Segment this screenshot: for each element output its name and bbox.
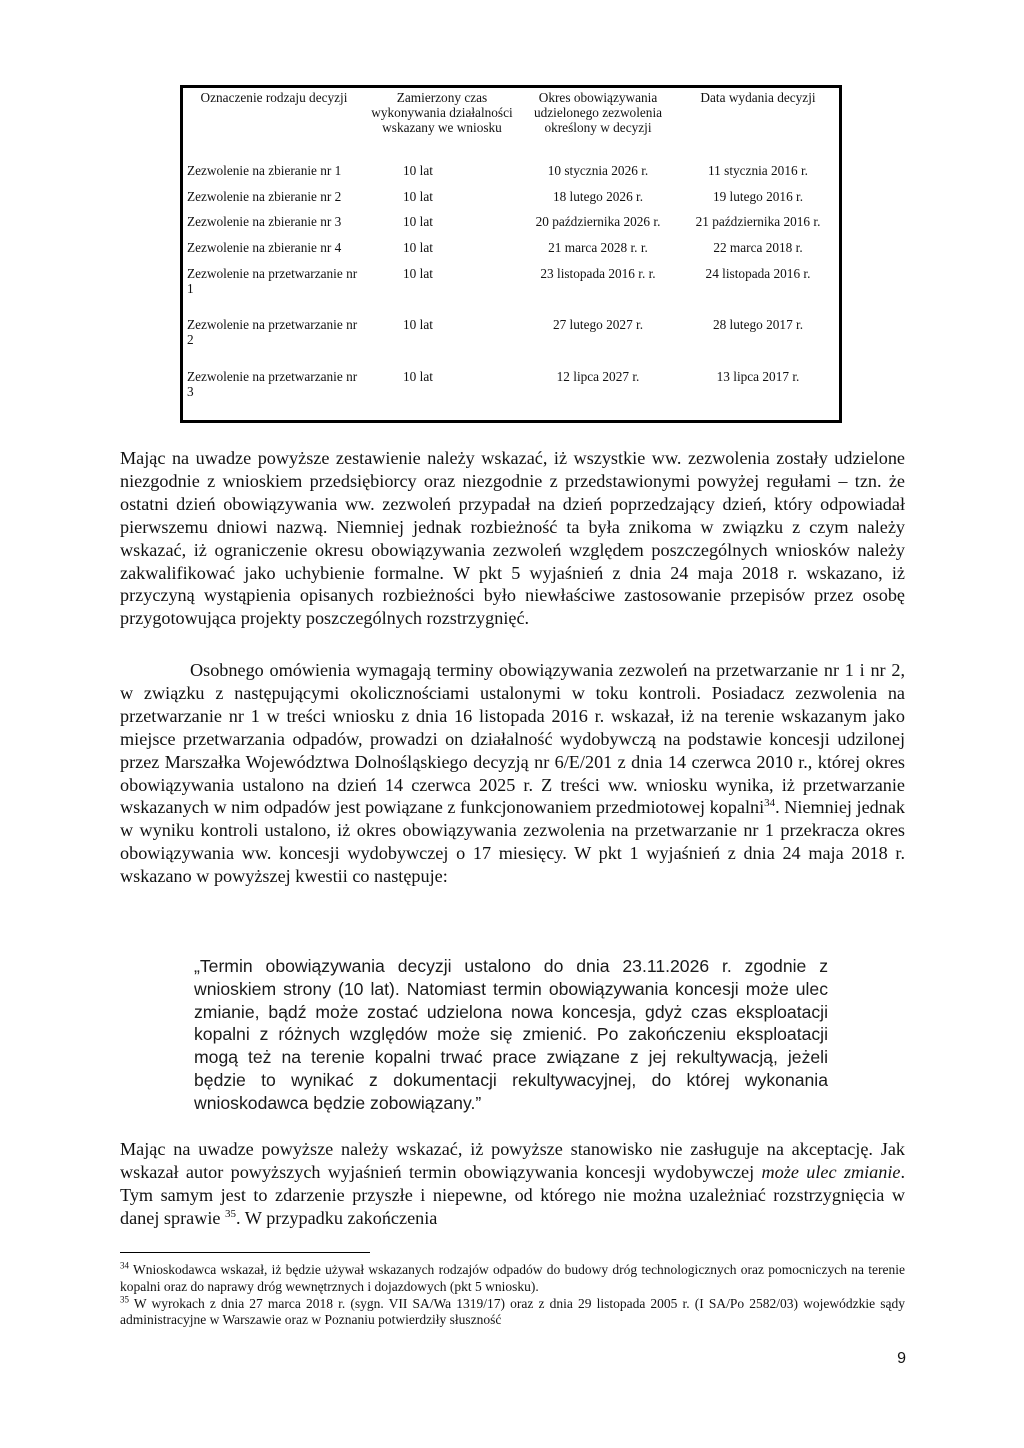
footnote-number: 34 (120, 1260, 129, 1271)
footnote-separator (120, 1252, 370, 1253)
cell-requested-duration: 10 lat (403, 188, 433, 204)
footnote-text: W wyrokach z dnia 27 marca 2018 r. (sygn. VII SA/Wa 1319/17) oraz z dnia 29 listopada 2005 r. (I SA/Po 2582/03) wojewódzkie sądy administracyjne w Warszawie oraz w Poznaniu potwierdziły słuszność (120, 1295, 905, 1328)
table-row (183, 214, 839, 240)
footnote-ref-34[interactable]: 34 (764, 797, 776, 810)
cell-decision-type: Zezwolenie na przetwarzanie nr 1 (187, 265, 358, 296)
cell-issue-date: 13 lipca 2017 r. (716, 368, 800, 384)
cell-validity-period: 10 stycznia 2026 r. (547, 163, 649, 178)
footnote-ref-35[interactable]: 35 (225, 1207, 237, 1220)
footnote-35 (120, 1296, 905, 1330)
header-requested-duration: Zamierzony czas wykonywania działalności wskazany we wniosku (371, 90, 513, 136)
table-row (183, 189, 839, 215)
table-row (183, 163, 839, 189)
permit-table-grid (183, 88, 839, 420)
paragraph-text-part: Mając na uwadze powyższe należy wskazać, iż powyższe stanowisko nie zasługuje na akceptację. Jak wskazał autor powyższych wyjaśnień termin obowiązywania koncesji wydobywczej (120, 1139, 905, 1182)
table-header-row (183, 88, 839, 163)
footnotes (120, 1262, 905, 1329)
paragraph-processing-permits-text (120, 659, 905, 888)
cell-issue-date: 28 lutego 2017 r. (712, 317, 804, 333)
paragraph-processing-permits (120, 659, 905, 888)
paragraph-assessment (120, 1138, 905, 1230)
paragraph-text-part: . W przypadku zakończenia (236, 1207, 438, 1228)
cell-decision-type: Zezwolenie na zbieranie nr 1 (187, 163, 342, 178)
paragraph-summary-text: Mając na uwadze powyższe zestawienie należy wskazać, iż wszystkie ww. zezwolenia zostały udzielone niezgodnie z wnioskiem przedsiębiorcy oraz niezgodnie z przedstawionymi powyżej regułami – tzn. że ostatni dzień obowiązywania ww. zezwoleń przypadał na dzień poprzedzający dzień, który odpowiadał pierwszemu dniowi nazwą. Niemniej jednak rozbieżność ta była znikoma w związku z czym należy wskazać, iż ograniczenie okresu obowiązywania zezwoleń względem poszczególnych wniosków należy zakwalifikować jako uchybienie formalne. W pkt 5 wyjaśnień z dnia 24 maja 2018 r. wskazano, iż przyczyną wystąpienia opisanych rozbieżności było niewłaściwe zastosowanie przepisów przez osobę przygotowująca projekty poszczególnych rozstrzygnięć. (120, 448, 905, 629)
cell-validity-period: 21 marca 2028 r. r. (548, 240, 648, 256)
paragraph-text-part: Osobnego omówienia wymagają terminy obowiązywania zezwoleń na przetwarzanie nr 1 i nr 2, w związku z następującymi okolicznościami ustalonymi w toku kontroli. Posiadacz zezwolenia na przetwarzanie nr 1 w treści wniosku z dnia 16 listopada 2016 r. wskazał, iż na terenie wskazanym jako miejsce przetwarzania odpadów, prowadzi on działalność wydobywczą na podstawie koncesji udzilonej przez Marszałka Województwa Dolnośląskiego decyzją nr 6/E/201 z dnia 14 czerwca 2010 r., której okres obowiązywania ustalono na dzień 14 czerwca 2025 r. Z treści ww. wniosku wynika, iż przetwarzanie wskazanych w nim odpadów jest powiązane z funkcjonowaniem przedmiotowej kopalni (120, 660, 905, 818)
cell-issue-date: 22 marca 2018 r. (713, 240, 803, 256)
cell-requested-duration: 10 lat (403, 214, 433, 230)
table-row (183, 317, 839, 368)
cell-issue-date: 24 listopada 2016 r. (705, 265, 811, 281)
paragraph-summary (120, 447, 905, 630)
cell-validity-period: 12 lipca 2027 r. (556, 368, 640, 384)
cell-requested-duration: 10 lat (403, 368, 433, 384)
block-quote (194, 955, 828, 1115)
header-issue-date: Data wydania decyzji (700, 90, 816, 105)
cell-validity-period: 18 lutego 2026 r. (552, 188, 644, 204)
paragraph-text-part: . Niemniej jednak w wyniku kontroli ustalono, iż okres obowiązywania zezwolenia na przetwarzanie nr 1 przekracza okres obowiązywania ww. koncesji wydobywczej o 17 miesięcy. W pkt 1 wyjaśnień z dnia 24 maja 2018 r. wskazano w powyższej kwestii co następuje: (120, 797, 905, 887)
paragraph-text-part: . Tym samym jest to zdarzenie przyszłe i niepewne, od którego nie można uzależniać rozstrzygnięcia w danej sprawie (120, 1161, 906, 1228)
emphasized-phrase: może ulec zmianie (761, 1161, 901, 1182)
cell-decision-type: Zezwolenie na zbieranie nr 3 (187, 214, 342, 230)
paragraph-assessment-text (120, 1138, 905, 1230)
table-row (183, 266, 839, 317)
header-validity-period: Okres obowiązywania udzielonego zezwolenia określony w decyzji (533, 90, 663, 136)
cell-requested-duration: 10 lat (403, 240, 433, 256)
cell-decision-type: Zezwolenie na przetwarzanie nr 3 (187, 368, 358, 399)
cell-issue-date: 21 października 2016 r. (695, 214, 821, 230)
cell-validity-period: 23 listopada 2016 r. r. (540, 265, 656, 281)
block-quote-text: „Termin obowiązywania decyzji ustalono do dnia 23.11.2026 r. zgodnie z wnioskiem strony (10 lat). Natomiast termin obowiązywania koncesji może ulec zmianie, bądź może zostać udzielona nowa koncesja, gdyż czas eksploatacji kopalni z różnych względów może się zmienić. Po zakończeniu eksploatacji mogą też na terenie kopalni trwać prace związane z jej rekultywacją, jeżeli będzie to wynikać z dokumentacji rekultywacyjnej, do której wykonania wnioskodawca będzie zobowiązany.” (194, 956, 828, 1113)
cell-validity-period: 27 lutego 2027 r. (552, 317, 644, 333)
cell-requested-duration: 10 lat (403, 265, 433, 281)
table-row (183, 369, 839, 420)
cell-requested-duration: 10 lat (403, 317, 433, 333)
table-row (183, 240, 839, 266)
permit-table (180, 85, 842, 423)
cell-decision-type: Zezwolenie na zbieranie nr 2 (187, 188, 342, 204)
header-decision-type: Oznaczenie rodzaju decyzji (200, 90, 348, 105)
page-number: 9 (897, 1350, 906, 1367)
cell-decision-type: Zezwolenie na przetwarzanie nr 2 (187, 317, 358, 348)
footnote-34 (120, 1262, 905, 1296)
cell-requested-duration: 10 lat (403, 163, 433, 178)
footnote-text: Wnioskodawca wskazał, iż będzie używał wskazanych rodzajów odpadów do budowy dróg technologicznych oraz pomocniczych na terenie kopalni oraz do naprawy dróg wewnętrznych i dojazdowych (pkt 5 wniosku). (120, 1262, 905, 1294)
cell-validity-period: 20 października 2026 r. (535, 214, 661, 230)
footnote-number: 35 (120, 1294, 129, 1305)
cell-decision-type: Zezwolenie na zbieranie nr 4 (187, 240, 342, 256)
cell-issue-date: 11 stycznia 2016 r. (708, 163, 808, 178)
cell-issue-date: 19 lutego 2016 r. (712, 188, 804, 204)
